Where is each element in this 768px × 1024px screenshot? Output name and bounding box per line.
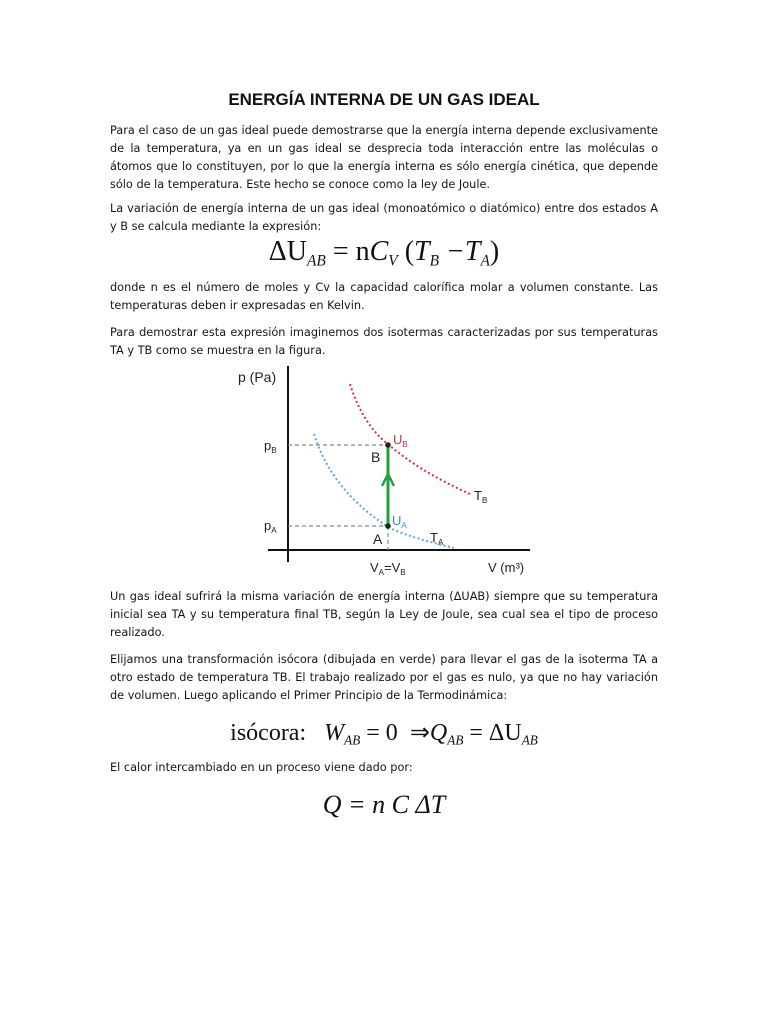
tb-label: $T_B$ [474, 488, 488, 505]
paragraph-joule: Un gas ideal sufrirá la misma variación de energía interna (ΔUAB) siempre que su temperatura inicial sea TA y su temperatura final TB, según la Ley de Joule, sea cual sea el tipo de proceso realizado. [110, 590, 658, 639]
equation-heat: Q = n C ΔT [322, 790, 446, 819]
eq2-du-sub: AB [521, 732, 538, 748]
va-vb-label: $V_A=V_B$ [370, 560, 406, 577]
eq1-paren-open: ( [404, 236, 415, 267]
eq1-eq-n: = n [332, 236, 370, 267]
isotherm-tb-curve [350, 384, 470, 494]
eq2-arrow: ⇒ [409, 720, 430, 746]
eq1-minus-t: −T [446, 236, 481, 267]
ta-label: $T_A$ [430, 530, 444, 547]
paragraph-isochore: Elijamos una transformación isócora (dibujada en verde) para llevar el gas de la isoterma TA a otro estado de temperatura TB. El trabajo realizado por el gas es nulo, ya que no hay variación de volumen. Luego aplicando el Primer Principio de la Termodinámica: [110, 653, 658, 702]
y-axis-label: p (Pa) [238, 369, 277, 385]
eq2-w: W [324, 720, 345, 746]
eq2-q: Q [429, 720, 448, 746]
eq2-word: isócora: [230, 720, 307, 746]
x-axis-label: V (m³) [488, 560, 525, 575]
equation-internal-energy [0, 236, 768, 270]
eq1-t1: T [414, 236, 430, 267]
point-a-dot [385, 523, 391, 529]
point-a-label: A [373, 531, 383, 547]
eq2-q-sub: AB [447, 732, 464, 748]
eq1-sub-v: V [388, 252, 398, 270]
paragraph-isotherms: Para demostrar esta expresión imaginemos dos isotermas caracterizadas por sus temperaturas TA y TB como se muestra en la figura. [110, 326, 658, 357]
eq2-w-sub: AB [344, 732, 361, 748]
paragraph-moles: donde n es el número de moles y Cv la capacidad calorífica molar a volumen constante. Las temperaturas deben ir expresadas en Kelvin. [110, 281, 658, 312]
point-b-label: B [371, 449, 381, 465]
eq1-sub-b: B [429, 252, 440, 270]
pb-label: $p_B$ [264, 438, 277, 455]
eq2-w-eq: = 0 [366, 720, 398, 746]
pv-diagram [230, 362, 530, 580]
ub-label: $U_B$ [393, 432, 408, 449]
eq1-c: C [369, 236, 389, 267]
eq1-paren-close: ) [489, 236, 500, 267]
page-title: ENERGÍA INTERNA DE UN GAS IDEAL [228, 90, 540, 109]
paragraph-variation: La variación de energía interna de un gas ideal (monoatómico o diatómico) entre dos estados A y B se calcula mediante la expresión: [110, 202, 658, 233]
eq1-sub-ab: AB [307, 252, 326, 270]
eq1-sub-a: A [480, 252, 490, 270]
paragraph-intro: Para el caso de un gas ideal puede demostrarse que la energía interna depende exclusivamente de la temperatura, ya en un gas ideal se desprecia toda interacción entre las moléculas o átomos que lo constituyen, por lo que la energía interna es sólo energía cinética, que depende sólo de la temperatura. Este hecho se conoce como la ley de Joule. [110, 124, 658, 191]
point-b-dot [385, 442, 391, 448]
pa-label: $p_A$ [264, 518, 277, 535]
eq2-eq-du: = ΔU [469, 720, 522, 746]
ua-label: $U_A$ [392, 513, 407, 530]
equation-isochore [0, 718, 768, 749]
eq1-delta-u: ΔU [268, 236, 307, 267]
paragraph-heat: El calor intercambiado en un proceso viene dado por: [110, 761, 413, 774]
